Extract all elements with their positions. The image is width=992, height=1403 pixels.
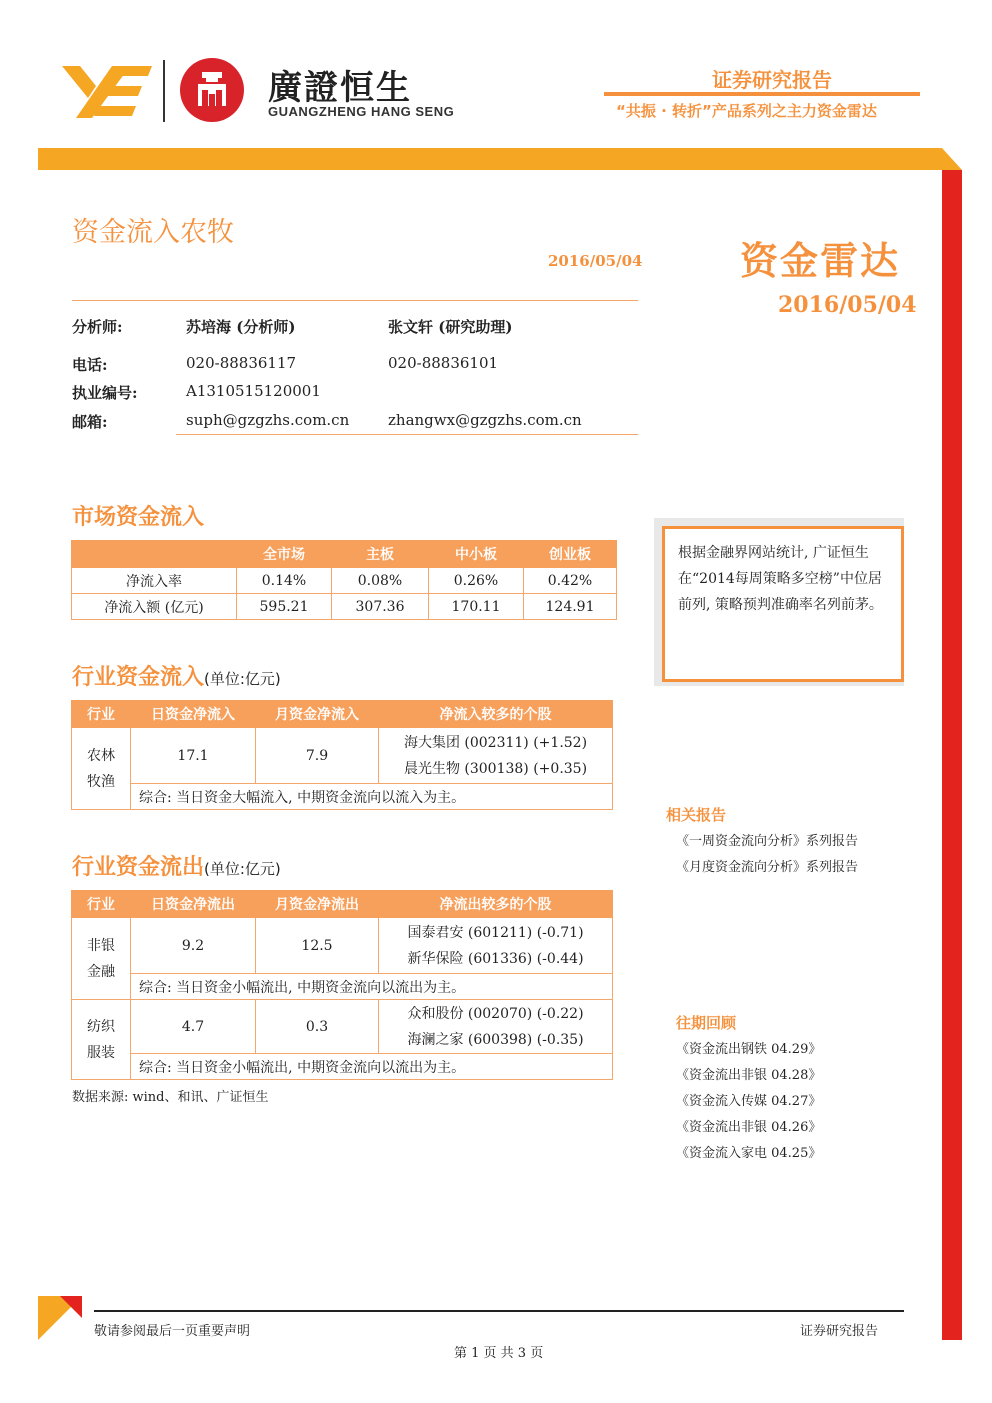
- table-cell: 0.42%: [524, 568, 617, 594]
- outflow-unit: (单位:亿元): [204, 860, 281, 878]
- past-report-item[interactable]: 《资金流出非银 04.26》: [676, 1120, 822, 1135]
- stock-item: 晨光生物 (300138) (+0.35): [403, 760, 588, 777]
- market-section-title: 市场资金流入: [72, 505, 205, 530]
- report-date: 2016/05/04: [548, 252, 643, 270]
- outflow-title: 行业资金流出: [72, 855, 205, 880]
- stock-item: 国泰君安 (601211) (-0.71): [407, 924, 584, 941]
- header-rule: [604, 92, 920, 96]
- month-value: 7.9: [256, 728, 379, 784]
- ye-logo-icon: [62, 62, 152, 118]
- page-number: 第 1 页 共 3 页: [454, 1346, 544, 1361]
- table-row: [72, 1000, 613, 1054]
- stocks-cell: [379, 728, 613, 784]
- license-label: 执业编号:: [72, 384, 138, 402]
- series-name: “共振 · 转折”产品系列之主力资金雷达: [616, 102, 877, 120]
- footer-rule: [94, 1310, 904, 1312]
- radar-date: 2016/05/04: [778, 292, 917, 318]
- table-row: [72, 594, 617, 620]
- inflow-header: 行业: [72, 701, 131, 728]
- logo-divider: [163, 60, 165, 122]
- analyst-label: 分析师:: [72, 318, 123, 336]
- analyst-1: 苏培海 (分析师): [186, 318, 296, 336]
- past-reports-title: 往期回顾: [676, 1014, 737, 1032]
- market-header: 中小板: [429, 541, 524, 568]
- page-title: 资金流入农牧: [72, 217, 234, 248]
- inflow-header: 日资金净流入: [131, 701, 256, 728]
- info-top-rule: [72, 300, 638, 301]
- table-cell: 124.91: [524, 594, 617, 620]
- email-label: 邮箱:: [72, 413, 108, 431]
- related-reports-title: 相关报告: [666, 806, 727, 824]
- table-row: [72, 728, 613, 784]
- right-red-bar: [942, 170, 962, 1340]
- stock-item: 新华保险 (601336) (-0.44): [407, 950, 584, 967]
- inflow-title: 行业资金流入: [72, 665, 205, 690]
- stock-item: 众和股份 (002070) (-0.22): [407, 1005, 584, 1022]
- stocks-cell: [379, 1000, 613, 1054]
- stocks-cell: [379, 918, 613, 974]
- month-value: 0.3: [256, 1000, 379, 1054]
- table-cell: 0.14%: [237, 568, 332, 594]
- industry-cell: 非银金融: [72, 918, 131, 1000]
- outflow-header: 行业: [72, 891, 131, 918]
- market-header: 全市场: [237, 541, 332, 568]
- table-cell: 170.11: [429, 594, 524, 620]
- market-header-empty: [72, 541, 237, 568]
- market-header: 创业板: [524, 541, 617, 568]
- market-header: 主板: [332, 541, 429, 568]
- day-value: 4.7: [131, 1000, 256, 1054]
- table-row: [72, 568, 617, 594]
- related-report-item[interactable]: 《月度资金流向分析》系列报告: [676, 860, 859, 875]
- brand-name-en: GUANGZHENG HANG SENG: [268, 104, 455, 119]
- table-row: [72, 1054, 613, 1080]
- data-source: 数据来源: wind、和讯、广证恒生: [72, 1090, 269, 1105]
- past-report-item[interactable]: 《资金流出钢铁 04.29》: [676, 1042, 822, 1057]
- note-text: 根据金融界网站统计, 广证恒生在“2014每周策略多空榜”中位居前列, 策略预判准确率名列前茅。: [678, 545, 883, 613]
- report-type: 证券研究报告: [712, 68, 832, 92]
- industry-cell: 农林牧渔: [72, 728, 131, 810]
- inflow-header: 月资金净流入: [256, 701, 379, 728]
- analyst-2: 张文轩 (研究助理): [388, 318, 513, 336]
- table-row: [72, 784, 613, 810]
- stock-item: 海澜之家 (600398) (-0.35): [407, 1031, 584, 1048]
- table-cell: 净流入额 (亿元): [72, 594, 237, 620]
- outflow-header: 日资金净流出: [131, 891, 256, 918]
- phone-1: 020-88836117: [186, 354, 297, 372]
- footer-triangle-red: [60, 1296, 82, 1318]
- outflow-header: 净流出较多的个股: [379, 891, 613, 918]
- day-value: 9.2: [131, 918, 256, 974]
- email-2[interactable]: zhangwx@gzgzhs.com.cn: [388, 411, 582, 429]
- info-bottom-rule: [176, 434, 638, 435]
- stock-item: 海大集团 (002311) (+1.52): [403, 734, 588, 751]
- outflow-header: 月资金净流出: [256, 891, 379, 918]
- table-cell: 0.08%: [332, 568, 429, 594]
- table-row: [72, 974, 613, 1000]
- outflow-section-title: [72, 850, 281, 881]
- brand-name-cn: 廣證恒生: [268, 68, 412, 108]
- footer-report-type: 证券研究报告: [800, 1324, 879, 1339]
- inflow-section-title: [72, 660, 281, 691]
- license-1: A1310515120001: [186, 382, 321, 400]
- industry-cell: 纺织服装: [72, 1000, 131, 1080]
- past-report-item[interactable]: 《资金流出非银 04.28》: [676, 1068, 822, 1083]
- summary-cell: 综合: 当日资金小幅流出, 中期资金流向以流出为主。: [131, 974, 613, 1000]
- inflow-unit: (单位:亿元): [204, 670, 281, 688]
- top-banner-bar: [38, 148, 942, 170]
- market-table: [71, 540, 617, 620]
- outflow-table: [71, 890, 613, 1080]
- table-cell: 0.26%: [429, 568, 524, 594]
- table-cell: 净流入率: [72, 568, 237, 594]
- banner-corner: [942, 148, 962, 170]
- inflow-table: [71, 700, 613, 810]
- related-report-item[interactable]: 《一周资金流向分析》系列报告: [676, 834, 859, 849]
- past-report-item[interactable]: 《资金流入家电 04.25》: [676, 1146, 822, 1161]
- inflow-header: 净流入较多的个股: [379, 701, 613, 728]
- phone-2: 020-88836101: [388, 354, 499, 372]
- hang-seng-logo-icon: [180, 58, 244, 122]
- table-cell: 595.21: [237, 594, 332, 620]
- email-1[interactable]: suph@gzgzhs.com.cn: [186, 411, 350, 429]
- day-value: 17.1: [131, 728, 256, 784]
- summary-cell: 综合: 当日资金小幅流出, 中期资金流向以流出为主。: [131, 1054, 613, 1080]
- phone-label: 电话:: [72, 356, 108, 374]
- table-row: [72, 918, 613, 974]
- radar-title: 资金雷达: [740, 239, 901, 283]
- month-value: 12.5: [256, 918, 379, 974]
- past-report-item[interactable]: 《资金流入传媒 04.27》: [676, 1094, 822, 1109]
- footer-disclaimer: 敬请参阅最后一页重要声明: [94, 1324, 251, 1339]
- summary-cell: 综合: 当日资金大幅流入, 中期资金流向以流入为主。: [131, 784, 613, 810]
- table-cell: 307.36: [332, 594, 429, 620]
